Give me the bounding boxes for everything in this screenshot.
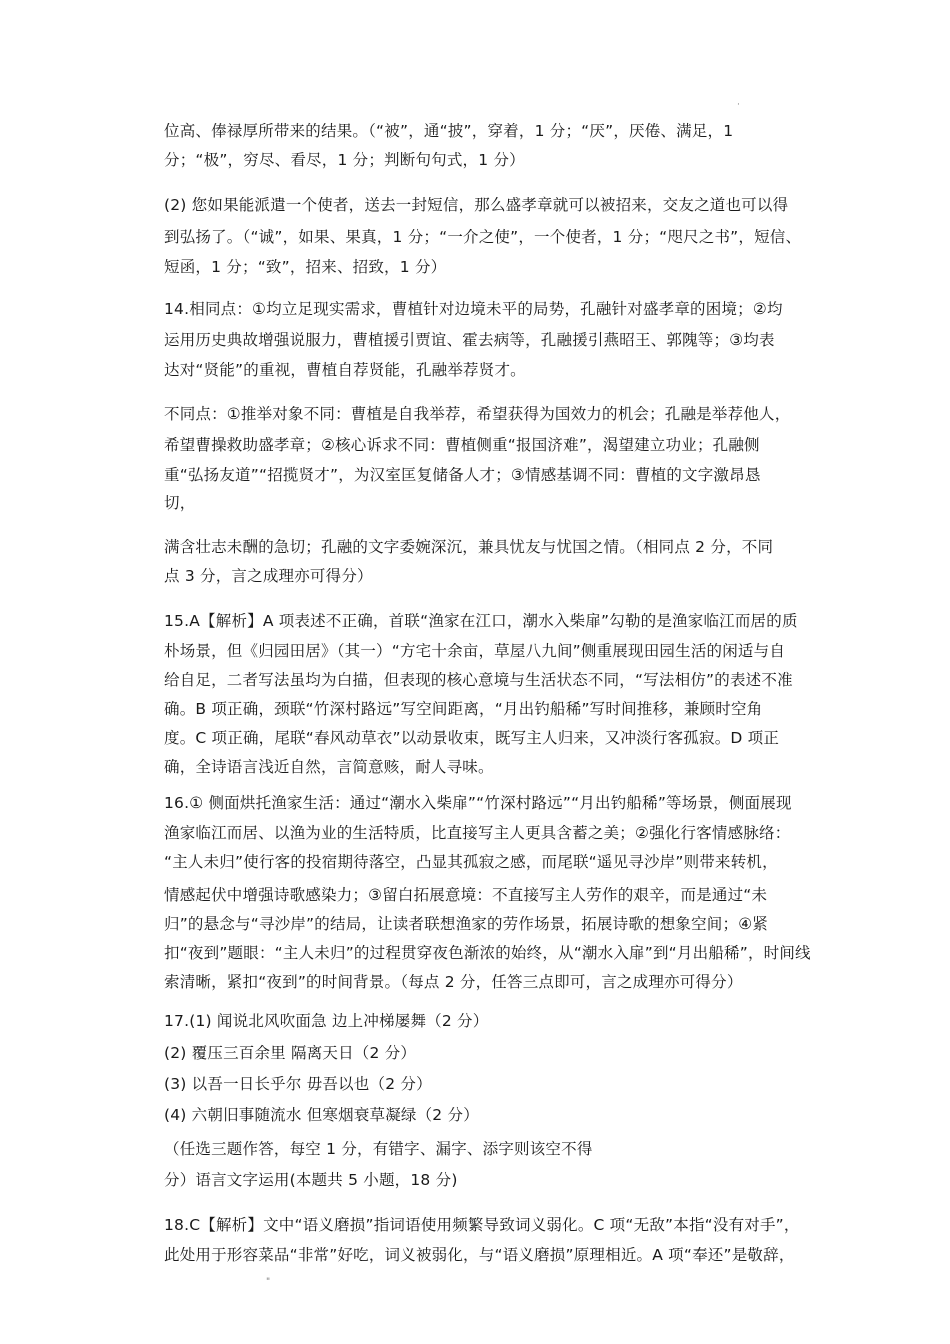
top-page-mark: · bbox=[737, 100, 740, 110]
text-line: 分；“极”，穷尽、看尽，1 分；判断句句式，1 分） bbox=[164, 151, 525, 169]
text-line: 15.A【解析】A 项表述不正确，首联“渔家在江口，潮水入柴扉”勾勒的是渔家临江而居的质 bbox=[164, 612, 798, 630]
text-line: 位高、俸禄厚所带来的结果。（“被”，通“披”，穿着，1 分；“厌”，厌倦、满足，1 bbox=[164, 122, 734, 140]
text-line: 14.相同点：①均立足现实需求，曹植针对边境未平的局势，孔融针对盛孝章的困境；②均 bbox=[164, 300, 783, 318]
text-line: 此处用于形容菜品“非常”好吃，词义被弱化，与“语义磨损”原理相近。A 项“奉还”是敬辞， bbox=[164, 1246, 795, 1264]
text-line: （任选三题作答，每空 1 分，有错字、漏字、添字则该空不得 bbox=[164, 1140, 593, 1158]
text-line: 确，全诗语言浅近自然，言简意赅，耐人寻味。 bbox=[164, 758, 494, 776]
text-line: (2) 您如果能派遣一个使者，送去一封短信，那么盛孝章就可以被招来，交友之道也可以得 bbox=[164, 196, 789, 214]
text-line: 归”的悬念与“寻沙岸”的结局，让读者联想渔家的劳作场景，拓展诗歌的想象空间；④紧 bbox=[164, 915, 768, 933]
text-line: (4) 六朝旧事随流水 但寒烟衰草凝绿（2 分） bbox=[164, 1106, 479, 1124]
text-line: 渔家临江而居、以渔为业的生活特质，比直接写主人更具含蓄之美；②强化行客情感脉络： bbox=[164, 824, 791, 842]
text-line: 给自足，二者写法虽均为白描，但表现的核心意境与生活状态不同，“写法相仿”的表述不准 bbox=[164, 671, 793, 689]
text-line: 索清晰，紧扣“夜到”的时间背景。（每点 2 分，任答三点即可，言之成理亦可得分） bbox=[164, 973, 743, 991]
text-line: 确。B 项正确，颈联“竹深村路远”写空间距离，“月出钓船稀”写时间推移，兼顾时空角 bbox=[164, 700, 763, 718]
bottom-page-mark: " bbox=[266, 1277, 271, 1287]
text-line: 度。C 项正确，尾联“春风动草衣”以动景收束，既写主人归来，又冲淡行客孤寂。D 项正 bbox=[164, 729, 780, 747]
text-line: (3) 以吾一日长乎尔 毋吾以也（2 分） bbox=[164, 1075, 432, 1093]
text-line: 希望曹操救助盛孝章；②核心诉求不同：曹植侧重“报国济难”，渴望建立功业；孔融侧 bbox=[164, 436, 760, 454]
text-line: “主人未归”使行客的投宿期待落空，凸显其孤寂之感，而尾联“遥见寻沙岸”则带来转机， bbox=[164, 853, 778, 871]
text-line: 扣“夜到”题眼：“主人未归”的过程贯穿夜色渐浓的始终，从“潮水入扉”到“月出船稀”，时间线 bbox=[164, 944, 811, 962]
text-line: 运用历史典故增强说服力，曹植援引贾谊、霍去病等，孔融援引燕昭王、郭隗等；③均表 bbox=[164, 331, 775, 349]
text-line: 达对“贤能”的重视，曹植自荐贤能，孔融举荐贤才。 bbox=[164, 361, 526, 379]
text-line: (2) 覆压三百余里 隔离天日（2 分） bbox=[164, 1044, 417, 1062]
text-line: 17.(1) 闻说北风吹面急 边上冲梯屡舞（2 分） bbox=[164, 1012, 489, 1030]
text-line: 分）语言文字运用(本题共 5 小题，18 分) bbox=[164, 1171, 458, 1189]
text-line: 情感起伏中增强诗歌感染力；③留白拓展意境：不直接写主人劳作的艰辛，而是通过“未 bbox=[164, 886, 768, 904]
text-line: 切， bbox=[164, 494, 196, 512]
text-line: 重“弘扬友道”“招揽贤才”，为汉室匡复储备人才；③情感基调不同：曹植的文字激昂恳 bbox=[164, 466, 761, 484]
text-line: 到弘扬了。（“诚”，如果、果真，1 分；“一介之使”，一个使者，1 分；“咫尺之书”，短信、 bbox=[164, 228, 802, 246]
text-line: 短函，1 分；“致”，招来、招致，1 分） bbox=[164, 258, 447, 276]
text-line: 18.C【解析】文中“语义磨损”指词语使用频繁导致词义弱化。C 项“无敌”本指“没有对手”， bbox=[164, 1216, 800, 1234]
text-line: 满含壮志未酬的急切；孔融的文字委婉深沉，兼具忧友与忧国之情。（相同点 2 分，不同 bbox=[164, 538, 774, 556]
text-line: 朴场景，但《归园田居》（其一）“方宅十余亩，草屋八九间”侧重展现田园生活的闲适与自 bbox=[164, 642, 786, 660]
text-line: 16.① 侧面烘托渔家生活：通过“潮水入柴扉”“竹深村路远”“月出钓船稀”等场景，侧面展现 bbox=[164, 794, 792, 812]
text-line: 点 3 分，言之成理亦可得分） bbox=[164, 567, 373, 585]
text-line: 不同点：①推举对象不同：曹植是自我举荐，希望获得为国效力的机会；孔融是举荐他人， bbox=[164, 405, 791, 423]
